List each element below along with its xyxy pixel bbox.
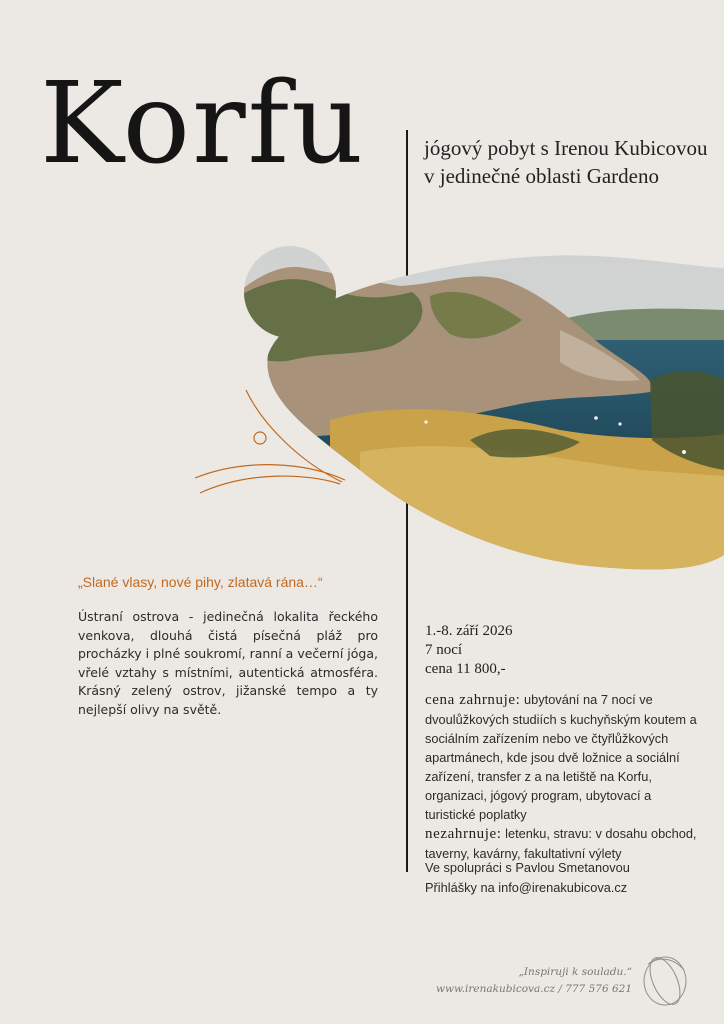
photo-clip [230,240,724,580]
excludes-text: letenku, stravu: v dosahu obchod, taverny, kavárny, fakultativní výlety [425,826,697,861]
trip-nights: 7 nocí [425,642,463,658]
trip-dates: 1.-8. září 2026 [425,623,513,639]
includes-label: cena zahrnuje: [425,692,521,708]
contact-block [425,858,705,897]
includes-text: ubytování na 7 nocí ve dvoulůžkových studiích s kuchyňským koutem a sociálním zařízením nebo ve čtyřlůžkových apartmánech, kde jsou dvě ložnice a sociální zařízení, transfer z a na letiště na Korfu, organizaci, jógový program, ubytovací a turistické poplatky [425,692,697,822]
footer-contact[interactable]: www.irenakubicova.cz / 777 576 621 [435,983,632,995]
tagline-quote: „Slané vlasy, nové pihy, zlatavá rána…“ [78,574,323,590]
intro-text: Ústraní ostrova - jedinečná lokalita řeckého venkova, dlouhá čistá písečná pláž pro procházky i plné soukromí, ranní a večerní jóga, vřelé vztahy s místními, autentická atmosféra. Krásný zelený ostrov, jižanské tempo a ty nejlepší olivy na světě. [78,609,378,717]
price-details [425,690,703,863]
includes-block [425,690,703,824]
footer [436,964,632,998]
footer-motto: „Inspiruji k souladu.“ [518,966,632,978]
subtitle: jógový pobyt s Irenou Kubicovou v jedinečné oblasti Gardeno [424,136,708,188]
cooperation-text: Ve spolupráci s Pavlou Smetanovou [425,860,630,875]
excludes-label: nezahrnuje: [425,826,502,842]
signup-text[interactable]: Přihlášky na info@irenakubicova.cz [425,879,628,895]
trip-price: cena 11 800,- [425,661,506,677]
logo-icon [638,950,692,1010]
trip-facts [425,622,705,679]
page-title: Korfu [40,59,366,189]
